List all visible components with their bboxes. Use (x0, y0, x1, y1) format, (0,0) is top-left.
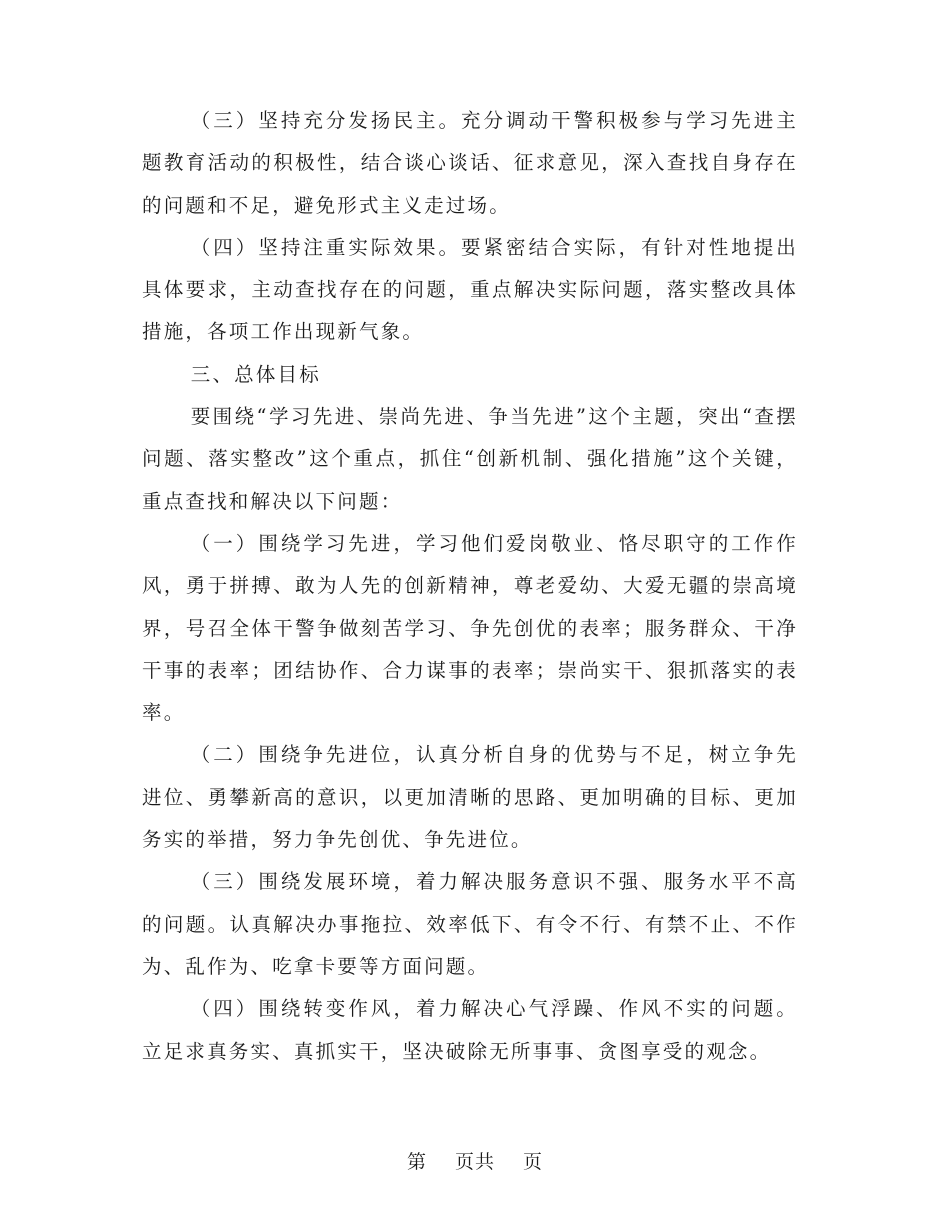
footer-total-label: 页 (523, 1151, 544, 1173)
document-body (142, 100, 798, 1073)
paragraph-goal-3: （三）围绕发展环境，着力解决服务意识不强、服务水平不高的问题。认真解决办事拖拉、效率低下、有令不行、有禁不止、不作为、乱作为、吃拿卡要等方面问题。 (142, 870, 798, 978)
section-heading-overall-goals: 三、总体目标 (190, 362, 321, 386)
page-footer (0, 1147, 950, 1174)
paragraph-goals-intro: 要围绕“学习先进、崇尚先进、争当先进”这个主题，突出“查摆问题、落实整改”这个重点，抓住“创新机制、强化措施”这个关键，重点查找和解决以下问题： (142, 405, 798, 513)
paragraph-goal-2: （二）围绕争先进位，认真分析自身的优势与不足，树立争先进位、勇攀新高的意识，以更加清晰的思路、更加明确的目标、更加务实的举措，努力争先创优、争先进位。 (142, 743, 798, 852)
paragraph-goal-4: （四）围绕转变作风，着力解决心气浮躁、作风不实的问题。立足求真务实、真抓实干，坚决破除无所事事、贪图享受的观念。 (142, 997, 798, 1063)
paragraph-principle-3: （三）坚持充分发扬民主。充分调动干警积极参与学习先进主题教育活动的积极性，结合谈心谈话、征求意见，深入查找自身存在的问题和不足，避免形式主义走过场。 (142, 109, 798, 217)
paragraph-goal-1: （一）围绕学习先进，学习他们爱岗敬业、恪尽职守的工作作风，勇于拼搏、敢为人先的创新精神，尊老爱幼、大爱无疆的崇高境界，号召全体干警争做刻苦学习、争先创优的表率；服务群众、干净干事的表率；团结协作、合力谋事的表率；崇尚实干、狠抓落实的表率。 (142, 531, 798, 725)
paragraph-principle-4: （四）坚持注重实际效果。要紧密结合实际，有针对性地提出具体要求，主动查找存在的问题，重点解决实际问题，落实整改具体措施，各项工作出现新气象。 (142, 235, 798, 344)
footer-page-of: 页共 (454, 1151, 495, 1173)
footer-page-label: 第 (406, 1151, 427, 1173)
